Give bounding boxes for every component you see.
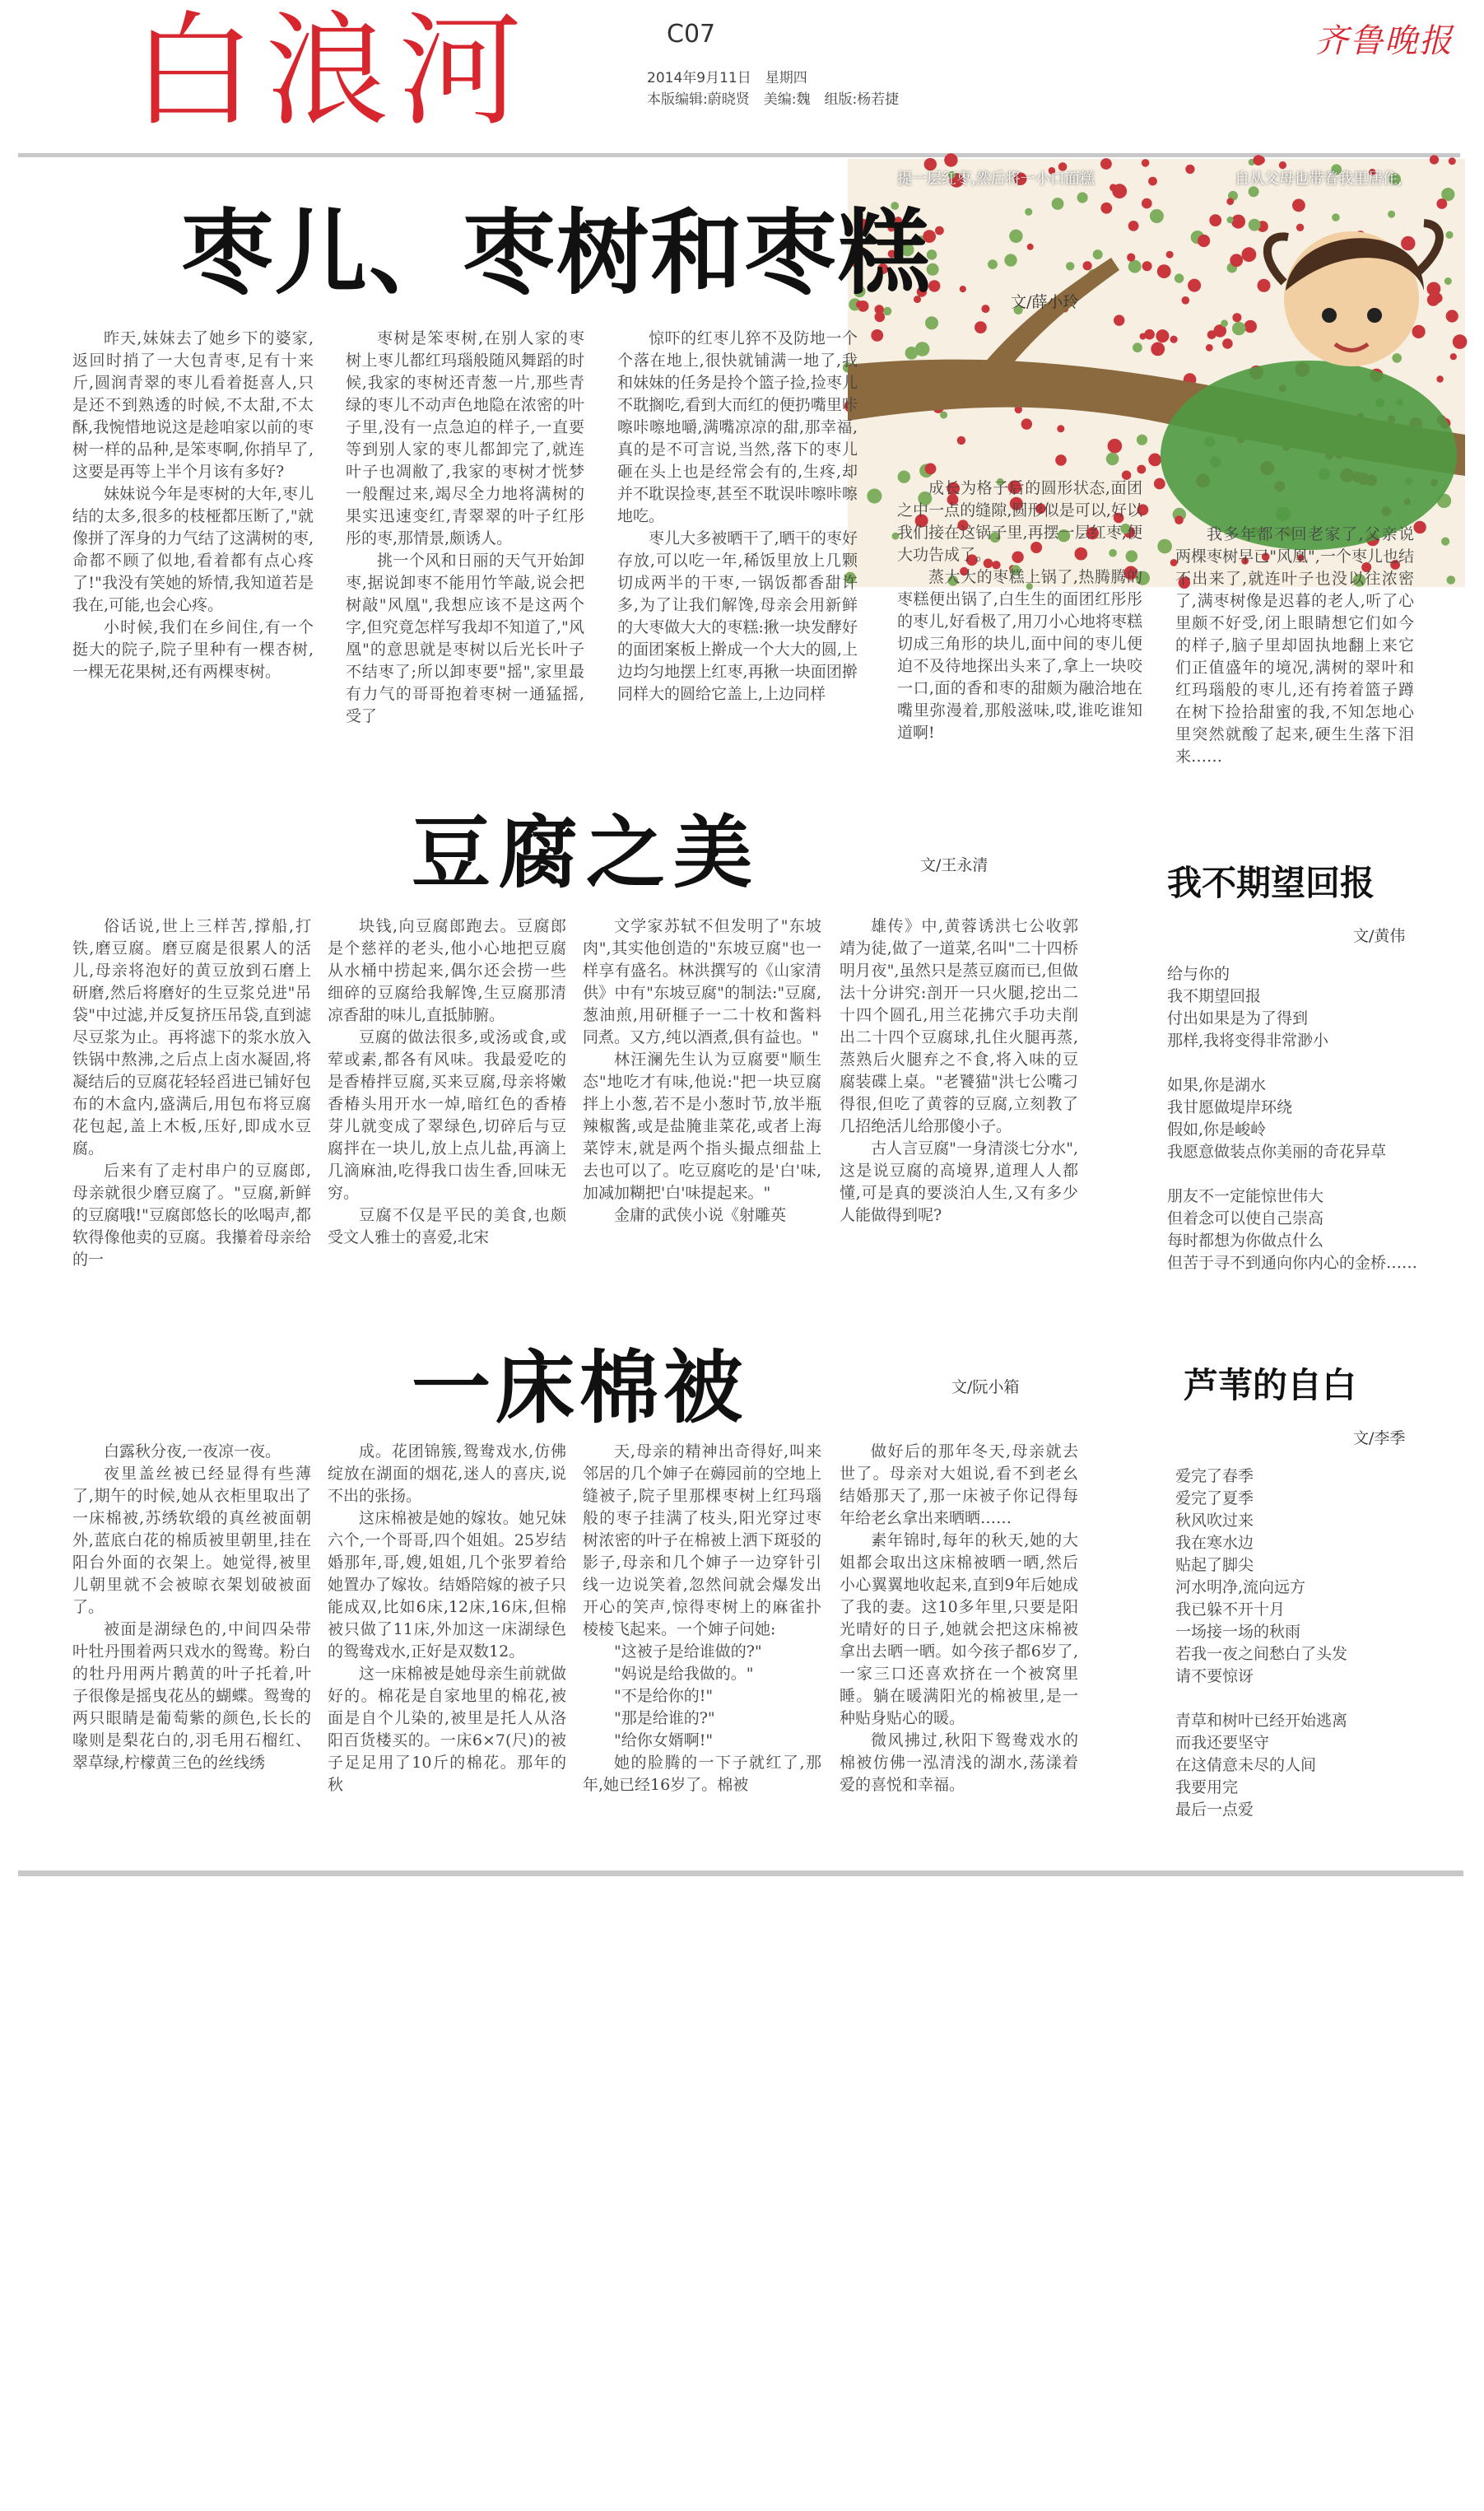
illustration-dot — [1453, 334, 1468, 349]
byline-quilt: 文/阮小箱 — [951, 1378, 1020, 1396]
illustration-dot — [1206, 344, 1213, 352]
article-column: 俗话说,世上三样苦,撑船,打铁,磨豆腐。磨豆腐是很累人的活儿,母亲将泡好的黄豆放到石磨上研磨,然后将磨好的生豆浆兑进"吊袋"中过滤,并反复挤压吊袋,直到滤尽豆浆为止。再将滤下的浆水放入铁锅中熬沸,之后点上卤水凝固,将凝结后的豆腐花轻轻舀进已铺好包布的木盒内,盛满后,用包布将豆腐花包起,盖上木板,压好,即成水豆腐。 后来有了走村串户的豆腐郎,母亲就很少磨豆腐了。"豆腐,新鲜的豆腐哦!"豆腐郎悠长的吆喝声,都软得像他卖的豆腐。我攥着母亲给的一 — [72, 917, 311, 1269]
illustration-caption-right: 自从父母也带着我里居住, — [1235, 170, 1403, 188]
illustration-dot — [975, 321, 987, 333]
illustration-dot — [1027, 244, 1034, 250]
article-column: 昨天,妹妹去了她乡下的婆家,返回时捎了一大包青枣,足有十来斤,圆润青翠的枣儿看着挺喜人,只是还不到熟透的时候,不太甜,不太酥,我惋惜地说这是趁咱家以前的枣树一样的品种,是笨枣啊,你捎早了,这要是再等上半个月该有多好? 妹妹说今年是枣树的大年,枣儿结的太多,很多的枝桠都压断了,"就像拼了浑身的力气结了这满树的枣,命都不顾了似地,看着都有点心疼了!"我没有笑她的矫情,我知道若是我在,可能,也会心疼。 小时候,我们在乡间住,有一个挺大的院子,院子里种有一棵杏树,一棵无花果树,还有两棵枣树。 — [72, 329, 314, 681]
illustration-dot — [1292, 199, 1305, 212]
illustration-dot — [1450, 353, 1457, 360]
poem-title-reed: 芦苇的自白 — [1184, 1365, 1357, 1405]
illustration-dot — [1445, 231, 1453, 239]
illustration-dot — [1226, 198, 1234, 205]
illustration-dot — [981, 305, 989, 313]
illustration-dot — [1430, 155, 1439, 164]
illustration-dot — [925, 316, 938, 329]
illustration-dot — [1150, 209, 1164, 223]
illustration-dot — [1401, 236, 1415, 250]
illustration-dot — [1114, 314, 1124, 325]
illustration-dot — [1427, 294, 1440, 306]
byline-poem-no-return: 文/黄伟 — [1353, 927, 1406, 945]
illustration-dot — [1449, 157, 1456, 165]
illustration-dot — [1185, 165, 1194, 174]
article-column: 成长为格子后的圆形状态,面团之中一点的缝隙,圆形似是可以,好以我们接在这锅子里,再摆一层红枣,便大功告成了。 蒸大大的枣糕上锅了,热腾腾的枣糕便出锅了,白生生的面团红彤彤的枣儿,好看极了,用刀小心地将枣糕切成三角形的块儿,面中间的枣儿便迫不及待地探出头来了,拿上一块咬一口,面的香和枣的甜颇为融洽地在嘴里弥漫着,那般滋味,哎,谁吃谁知道啊! — [897, 479, 1142, 742]
illustration-dot — [1142, 261, 1152, 271]
article-column: 惊吓的红枣儿猝不及防地一个个落在地上,很快就铺满一地了,我和妹妹的任务是拎个篮子捡,捡枣儿不耽搁吃,看到大而红的便扔嘴里咔嚓咔嚓地嚼,满嘴凉凉的甜,那幸福,真的是不可言说,当然,落下的枣儿砸在头上也是经常会有的,生疼,却并不耽误捡枣,甚至不耽误咔嚓咔嚓地吃。 枣儿大多被晒干了,晒干的枣好存放,可以吃一年,稀饭里放上几颗切成两半的干枣,一锅饭都香甜许多,为了让我们解馋,母亲会用新鲜的大枣做大大的枣糕:揪一块发酵好的面团案板上擀成一个大大的圆,上边均匀地摆上红枣,再揪一块面团擀同样大的圆给它盖上,上边同样 — [617, 329, 858, 703]
illustration-dot — [1444, 277, 1452, 285]
illustration-dot — [1127, 254, 1135, 262]
article-column: 块钱,向豆腐郎跑去。豆腐郎是个慈祥的老头,他小心地把豆腐从水桶中捞起来,偶尔还会捞一些细碎的豆腐给我解馋,生豆腐那清凉香甜的味儿,直抵肺腑。 豆腐的做法很多,或汤或食,或荤或素,都各有风味。我最爱吃的是香椿拌豆腐,买来豆腐,母亲将嫩香椿头用开水一焯,暗红色的香椿芽儿就变成了翠绿色,切碎后与豆腐拌在一块儿,放上点儿盐,再滴上几滴麻油,吃得我口齿生香,回味无穷。 豆腐不仅是平民的美食,也颇受文人雅士的喜爱,北宋 — [328, 917, 566, 1246]
illustration-dot — [1447, 575, 1456, 585]
illustration-dot — [1279, 161, 1286, 169]
article-title-jujube: 枣儿、枣树和枣糕 — [181, 200, 932, 307]
illustration-dot — [1209, 214, 1221, 226]
illustration-dot — [1144, 329, 1155, 340]
illustration-dot — [935, 226, 944, 235]
illustration-dot — [1154, 478, 1165, 490]
illustration-dot — [905, 347, 919, 360]
illustration-dot — [1231, 215, 1245, 229]
illustration-dot — [1142, 198, 1152, 209]
illustration-dot — [1151, 342, 1165, 356]
byline-poem-reed: 文/李季 — [1353, 1429, 1406, 1447]
illustration-dot — [1232, 322, 1245, 335]
illustration-dot — [1175, 273, 1184, 282]
illustration-dot — [1436, 198, 1447, 209]
illustration-dot — [944, 153, 957, 166]
illustration-dot — [1100, 203, 1112, 214]
illustration-dot — [1052, 198, 1064, 210]
illustration-dot — [1388, 211, 1395, 218]
article-column: 白露秋分夜,一夜凉一夜。 夜里盖丝被已经显得有些薄了,期午的时候,她从衣柜里取出了一床棉被,苏绣软缎的真丝被面朝外,蓝底白花的棉质被里朝里,挂在阳台外面的衣架上。她觉得,被里儿朝里就不会被晾衣架划破被面了。 被面是湖绿色的,中间四朵带叶牡丹围着两只戏水的鸳鸯。粉白的牡丹用两片鹅黄的叶子托着,叶子很像是摇曳花丛的蝴蝶。鸳鸯的两只眼睛是葡萄紫的颜色,长长的喙则是梨花白的,羽毛用石榴红、翠草绿,柠檬黄三色的丝线绣 — [72, 1442, 311, 1772]
illustration-dot — [1156, 329, 1169, 342]
editor-credits: 本版编辑:蔚晓贤 美编:魏 组版:杨若捷 — [647, 91, 900, 108]
illustration-dot — [1332, 213, 1340, 221]
illustration-dot — [1106, 453, 1119, 466]
illustration-dot — [1254, 155, 1264, 165]
illustration-dot — [1004, 254, 1016, 266]
illustration-dot — [1436, 375, 1443, 382]
illustration-dot — [1093, 249, 1103, 259]
illustration-dot — [1198, 235, 1210, 247]
poem-body: 爱完了春季 爱完了夏季 秋风吹过来 我在寒水边 贴起了脚尖 河水明净,流向远方 我已躲不开十月 一场接一场的秋雨 若我一夜之间愁白了头发 请不要惊讶 青草和树叶已经开始逃离 而我还要坚守 在这倩意未尽的人间 我要用完 最后一点爱 — [1175, 1467, 1348, 1819]
illustration-dot — [1232, 313, 1241, 322]
illustration-dot — [1258, 279, 1271, 292]
illustration-dot — [1021, 418, 1032, 429]
date-and-editors — [647, 68, 899, 110]
illustration-dot — [1166, 251, 1174, 259]
illustration-dot — [1427, 282, 1441, 296]
illustration-dot — [1157, 539, 1172, 554]
illustration-dot — [1188, 279, 1201, 292]
illustration-dot — [1230, 254, 1243, 267]
illustration-dot — [1413, 521, 1426, 533]
masthead: 白浪河 — [132, 0, 533, 143]
illustration-dot — [1108, 439, 1123, 454]
illustration-dot — [1222, 338, 1233, 349]
article-title-tofu: 豆腐之美 — [412, 807, 761, 899]
article-title-quilt: 一床棉被 — [412, 1342, 747, 1434]
illustration-dot — [1296, 224, 1304, 231]
illustration-dot — [871, 329, 883, 342]
article-column: 天,母亲的精神出奇得好,叫来邻居的几个婶子在薅园前的空地上缝被子,院子里那棵枣树上红玛瑙般的枣子挂满了枝头,阳光穿过枣树浓密的叶子在棉被上洒下斑驳的影子,母亲和几个婶子一边穿针引线一边说笑着,忽然间就会爆发出开心的笑声,惊得枣树上的麻雀扑棱棱飞起来。一个婶子问她: "这被子是给谁做的?" "妈说是给我做的。" "不是给你的!" "那是给谁的?" "给你女婿啊!" 她的脸腾的一下子就红了,那年,她已经16岁了。棉被 — [583, 1442, 821, 1794]
newspaper-logo: 齐鲁晚报 — [1315, 22, 1454, 60]
illustration-dot — [1148, 454, 1161, 467]
illustration-dot — [1025, 208, 1032, 216]
illustration-dot — [1009, 230, 1022, 243]
illustration-dot — [940, 412, 947, 419]
illustration-dot — [1055, 454, 1067, 466]
page-number: C07 — [667, 20, 716, 49]
footer-rule — [18, 1870, 1463, 1876]
illustration-caption-left: 提一层红枣,然后将一小口面糕 — [897, 170, 1095, 188]
illustration-dot — [1110, 184, 1117, 191]
illustration-dot — [1170, 336, 1178, 343]
illustration-dot — [1083, 261, 1092, 270]
article-column: 雄传》中,黄蓉诱洪七公收郭靖为徒,做了一道菜,名叫"二十四桥明月夜",虽然只是蒸豆腐而已,但做法十分讲究:剖开一只火腿,挖出二十四个圆孔,用兰花拂穴手功夫削出二十四个豆腐球,扎住火腿再蒸,蒸熟后火腿弃之不食,将入味的豆腐装碟上桌。"老饕猫"洪七公嘴刁得很,但吃了黄蓉的豆腐,立刻教了几招绝活儿给那傻小子。 古人言豆腐"一身清淡七分水",这是说豆腐的高境界,道理人人都懂,可是真的要淡泊人生,又有多少人能做得到呢? — [840, 917, 1078, 1224]
illustration-dot — [1133, 342, 1142, 352]
illustration-dot — [1128, 221, 1139, 231]
poem-title-no-return: 我不期望回报 — [1167, 863, 1375, 903]
illustration-dot — [1077, 192, 1088, 203]
illustration-dot — [988, 259, 998, 269]
article-column: 成。花团锦簇,鸳鸯戏水,仿佛绽放在湖面的烟花,迷人的喜庆,说不出的张扬。 这床棉被是她的嫁妆。她兄妹六个,一个哥哥,四个姐姐。25岁结婚那年,哥,嫂,姐姐,几个张罗着给她置办了嫁妆。结婚陪嫁的被子只能成双,比如6床,12床,16床,但棉被只做了11床,外加这一床湖绿色的鸳鸯戏水,正好是双数12。 这一床棉被是她母亲生前就做好的。棉花是自家地里的棉花,被面是自个儿染的,被里是托人从洛阳百货楼买的。一床6×7(尺)的被子足足用了10斤的棉花。那年的秋 — [328, 1442, 566, 1794]
illustration-dot — [1137, 435, 1147, 445]
header-rule — [18, 153, 1460, 157]
illustration-dot — [1057, 425, 1064, 432]
illustration-dot — [1148, 177, 1157, 186]
illustration-dot — [1221, 319, 1228, 327]
article-column: 枣树是笨枣树,在别人家的枣树上枣儿都红玛瑙般随风舞蹈的时候,我家的枣树还青葱一片,那些青绿的枣儿不动声色地隐在浓密的叶子里,没有一点急迫的样子,一直要等到别人家的枣儿都卸完了,就连叶子也凋敝了,我家的枣树才恍梦一般醒过来,竭尽全力地将满树的果实迅速变红,青翠翠的叶子红彤彤的枣,那情景,颇诱人。 挑一个风和日丽的天气开始卸枣,据说卸枣不能用竹竿敲,说会把树敲"风凰",我想应该不是这两个字,但究竟怎样写我却不知道了,"风凰"的意思就是枣树以后光长叶子不结枣了;所以卸枣要"摇",家里最有力气的哥哥抱着枣树一通猛摇,受了 — [346, 329, 584, 725]
illustration-dot — [1249, 219, 1261, 231]
illustration-dot — [1157, 264, 1171, 278]
illustration-dot — [867, 489, 882, 504]
illustration-dot — [1227, 217, 1234, 223]
illustration-dot — [1412, 325, 1426, 338]
illustration-dot — [1142, 159, 1150, 167]
illustration-dot — [1446, 310, 1458, 322]
illustration-dot — [1066, 262, 1074, 270]
illustration-dot — [1128, 260, 1142, 273]
illustration-dot — [957, 436, 965, 445]
illustration-dot — [1244, 320, 1257, 333]
issue-date: 2014年9月11日 星期四 — [647, 70, 807, 86]
illustration-dot — [1441, 538, 1449, 546]
byline-jujube: 文/薛小玲 — [1011, 293, 1079, 311]
article-column: 做好后的那年冬天,母亲就去世了。母亲对大姐说,看不到老幺结婚那天了,那一床被子你记得每年给老幺拿出来晒晒…… 素年锦时,每年的秋天,她的大姐都会取出这床棉被晒一晒,然后小心翼翼地收起来,直到9年后她成了我的妻。这10多年里,只要是阳光晴好的日子,她就会把这床棉被拿出去晒一晒。如今孩子都6岁了,一家三口还喜欢挤在一个被窝里睡。躺在暖满阳光的棉被里,是一种贴身贴心的暖。 微风拂过,秋阳下鸳鸯戏水的棉被仿佛一泓清浅的湖水,荡漾着爱的喜悦和幸福。 — [840, 1442, 1078, 1794]
illustration-dot — [1392, 353, 1402, 363]
illustration-dot — [925, 464, 937, 475]
illustration-dot — [1182, 296, 1190, 305]
article-column: 文学家苏轼不但发明了"东坡肉",其实他创造的"东坡豆腐"也一样享有盛名。林洪撰写的《山家清供》中有"东坡豆腐"的制法:"豆腐,葱油煎,用研榧子一二十枚和酱料同煮。又方,纯以酒煮,俱有益也。" 林汪澜先生认为豆腐要"顺生态"地吃才有味,他说:"把一块豆腐拌上小葱,若不是小葱时节,放半瓶辣椒酱,或是盐腌韭菜花,或者上海菜饽末,就是两个指头撮点细盐上去也可以了。吃豆腐吃的是'白'味,加减加糊把'白'味提起来。" 金庸的武侠小说《射雕英 — [583, 917, 821, 1224]
byline-tofu: 文/王永清 — [920, 856, 989, 874]
poem-body: 给与你的 我不期望回报 付出如果是为了得到 那样,我将变得非常渺小 如果,你是湖水 我甘愿做堤岸环绕 假如,你是峻岭 我愿意做装点你美丽的奇花异草 朋友不一定能惊世伟大 但着念可以使自己崇高 每时都想为你做点什么 但苦于寻不到通向你内心的金桥…… — [1167, 965, 1418, 1272]
illustration-dot — [960, 286, 966, 292]
illustration-dot — [1137, 465, 1146, 474]
illustration-dot — [1100, 158, 1112, 170]
article-column: 我多年都不回老家了,父亲说两棵枣树早已"风凰",一个枣儿也结不出来了,就连叶子也没以往浓密了,满枣树像是迟暮的老人,听了心里颇不好受,闭上眼睛想它们如今的样子,脑子里却固执地翻上来它们正值盛年的境况,满树的翠叶和红玛瑙般的枣儿,还有挎着篮子蹲在树下捡拾甜蜜的我,不知怎地心里突然就酸了起来,硬生生落下泪来…… — [1175, 525, 1414, 766]
illustration-dot — [1242, 247, 1257, 262]
